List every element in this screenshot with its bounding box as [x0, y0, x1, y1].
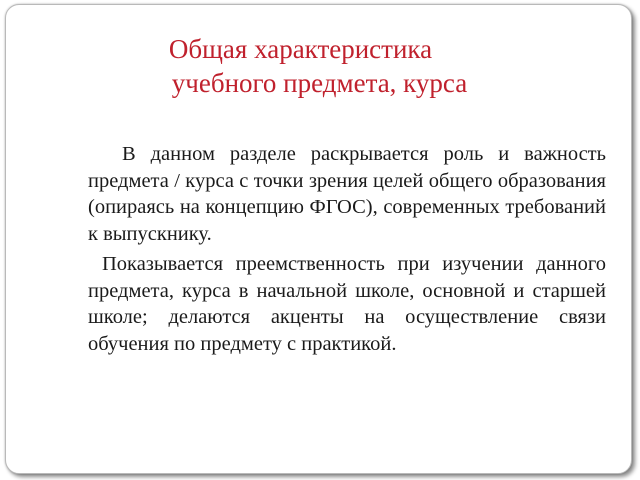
slide-title-line-1: Общая характеристика [168, 34, 433, 64]
body-paragraph-1: В данном разделе раскрывается роль и важность предмета / курса с точки зрения целей общего образования (опираясь на концепцию ФГОС), современных требований к выпускнику. [88, 143, 606, 245]
body-paragraph-2: Показывается преемственность при изучении данного предмета, курса в начальной школе, основной и старшей школе; делаются акценты на осуществление связи обучения по предмету с практикой. [88, 253, 606, 355]
slide-body [88, 141, 606, 361]
slide-title-line-2: учебного предмета, курса [171, 68, 468, 98]
slide-frame [5, 4, 632, 474]
slide-title [6, 32, 633, 100]
